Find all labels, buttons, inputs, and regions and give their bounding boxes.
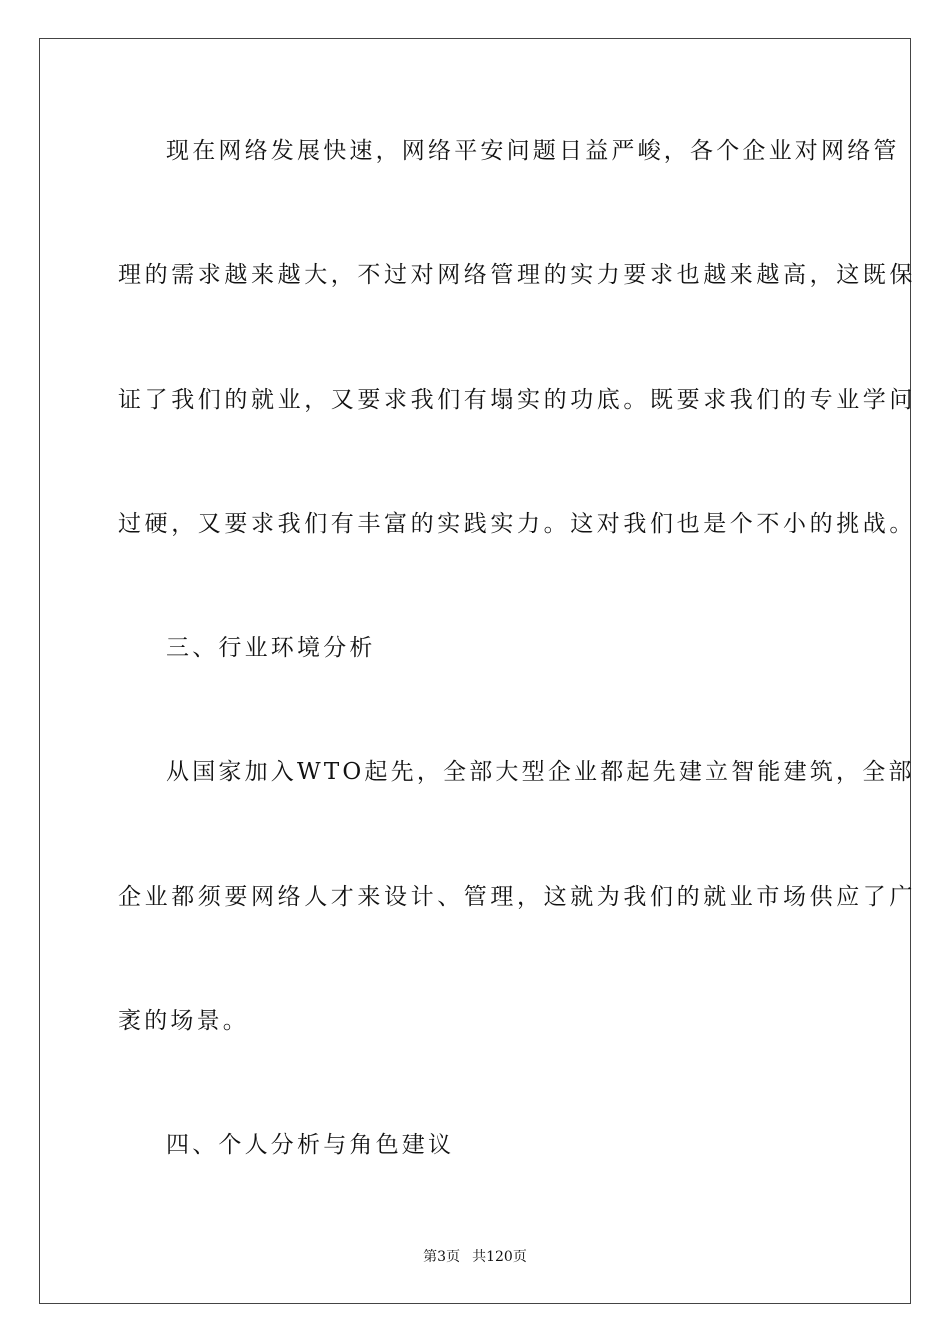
page-number: 第3页 bbox=[423, 1249, 461, 1265]
section-heading: 三、行业环境分析 bbox=[166, 635, 376, 661]
paragraph-line: 从国家加入WTO起先，全部大型企业都起先建立智能建筑，全部 bbox=[166, 759, 915, 785]
paragraph-line: 袤的场景。 bbox=[118, 1008, 249, 1034]
paragraph-line: 现在网络发展快速，网络平安问题日益严峻，各个企业对网络管 bbox=[166, 138, 900, 164]
paragraph-line: 证了我们的就业，又要求我们有塌实的功底。既要求我们的专业学问 bbox=[118, 387, 916, 413]
paragraph-line: 理的需求越来越大，不过对网络管理的实力要求也越来越高，这既保 bbox=[118, 262, 916, 288]
section-heading: 四、个人分析与角色建议 bbox=[166, 1132, 455, 1158]
page-footer bbox=[0, 1248, 950, 1266]
paragraph-line: 过硬，又要求我们有丰富的实践实力。这对我们也是个不小的挑战。 bbox=[118, 511, 916, 537]
paragraph-line: 企业都须要网络人才来设计、管理，这就为我们的就业市场供应了广 bbox=[118, 884, 916, 910]
page-total: 共120页 bbox=[472, 1249, 527, 1265]
page-border bbox=[39, 38, 911, 1304]
